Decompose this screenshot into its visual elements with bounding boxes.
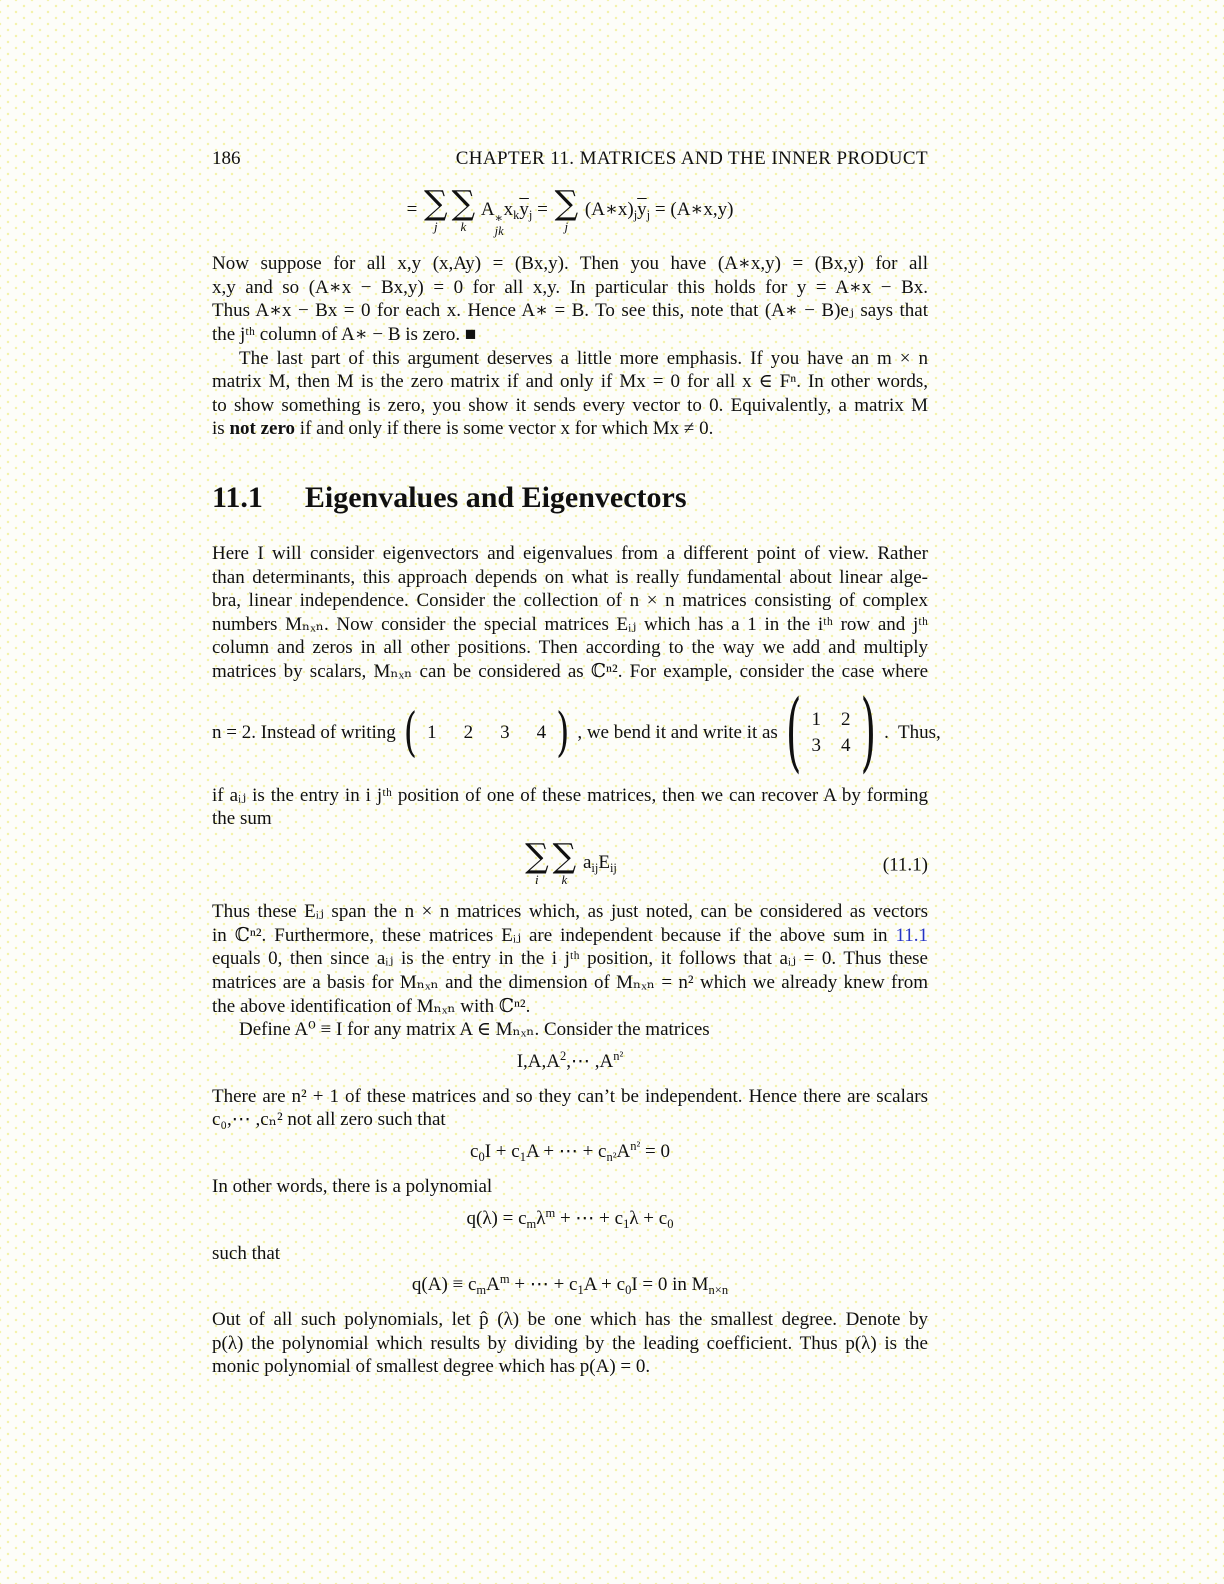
bold-text-run: not zero [229, 418, 296, 440]
sigma-icon: ∑ [525, 835, 549, 875]
equals-sign: = [406, 199, 418, 221]
text-run: if and only if there is some vector x for which Mx ≠ 0. [295, 418, 714, 440]
text-line: Thus these Eᵢⱼ span the n × n matrices which, as just noted, can be considered as vectors [212, 901, 928, 923]
text-line: numbers Mₙₓₙ. Now consider the special matrices Eᵢⱼ which has a 1 in the iᵗʰ row and jᵗʰ [212, 613, 928, 635]
text-line: matrix M, then M is the zero matrix if and only if Mx = 0 for all x ∈ Fⁿ. In other words, [212, 371, 928, 393]
subscript: ij [591, 860, 599, 875]
qed-square-icon: ■ [464, 324, 477, 346]
sum-operator [424, 183, 448, 235]
math-term: I = 0 in M [631, 1274, 709, 1296]
text-line: the sum [212, 808, 272, 830]
math-term: A [486, 1274, 500, 1296]
paragraph [212, 1085, 928, 1132]
sum-limit: k [460, 219, 467, 235]
matrix-cell: 3 [500, 722, 510, 744]
math-term: q(λ) = c [466, 1207, 527, 1229]
equals-sign: = [537, 199, 548, 221]
text-line: The last part of this argument deserves a little more emphasis. If you have an m × n [239, 347, 928, 369]
equation-ref-link[interactable]: 11.1 [895, 924, 928, 946]
equation-adjoint-sum [212, 178, 928, 252]
equation-number: (11.1) [882, 854, 928, 876]
text-line: Out of all such polynomials, let p̂ (λ) be one which has the smallest degree. Denote by [212, 1309, 928, 1331]
subscript: n×n [708, 1283, 729, 1298]
text-line: column and zeros in all other positions. Then according to the way we add and multiply [212, 637, 928, 659]
subscript: m [526, 1216, 537, 1231]
superscript: n² [630, 1138, 641, 1153]
text-line: Here I will consider eigenvectors and eigenvalues from a different point of view. Rather [212, 543, 928, 565]
text-line: Define A⁰ ≡ I for any matrix A ∈ Mₙₓₙ. Consider the matrices [239, 1019, 710, 1041]
subscript: jk [494, 224, 504, 239]
equals-sign: = [654, 199, 666, 221]
superscript: 2 [560, 1048, 567, 1063]
text-line: In other words, there is a polynomial [212, 1175, 493, 1197]
superscript: m [545, 1205, 556, 1220]
matrix-cell: 2 [840, 709, 851, 731]
superscript: n² [613, 1048, 624, 1063]
matrix-cell: 3 [811, 735, 821, 757]
equation-q-lambda [212, 1199, 928, 1242]
subscript: 1 [623, 1216, 630, 1231]
math-term: c [470, 1140, 479, 1162]
math-term: A + ⋯ + c [525, 1140, 607, 1162]
subscript: j [646, 208, 651, 223]
paragraph [212, 1242, 928, 1266]
paragraph [212, 1018, 928, 1042]
text-line: matrices are a basis for Mₙₓₙ and the dimension of Mₙₓₙ = n² which we already knew from [212, 971, 928, 993]
matrix-cell: 1 [811, 709, 821, 731]
subscript: 0 [478, 1149, 485, 1164]
paragraph [212, 1308, 928, 1379]
sigma-icon: ∑ [552, 835, 577, 875]
math-term: I + c [484, 1140, 520, 1162]
sum-limit: j [564, 219, 569, 235]
matrix-cell: 4 [840, 735, 851, 757]
paragraph [212, 252, 928, 346]
math-term: x [503, 199, 514, 221]
superscript: ∗ [494, 211, 504, 226]
text-line: equals 0, then since aᵢⱼ is the entry in the i jᵗʰ position, it follows that aᵢⱼ = 0. Thus these [212, 948, 928, 970]
math-term: = 0 [640, 1140, 670, 1162]
math-term: (A∗x) [584, 199, 634, 221]
subscript: m [476, 1283, 487, 1298]
paragraph [212, 784, 928, 831]
text-line: such that [212, 1242, 281, 1264]
inline-row-matrix [427, 723, 546, 742]
paragraph [212, 542, 928, 684]
sum-operator [554, 183, 579, 235]
superscript: m [499, 1272, 510, 1287]
section-number: 11.1 [212, 481, 263, 515]
math-term: A + c [583, 1274, 626, 1296]
text-line: to show something is zero, you show it sends every vector to 0. Equivalently, a matrix M [212, 394, 928, 416]
math-term: E [598, 851, 610, 873]
text-line: p(λ) the polynomial which results by dividing by the leading coefficient. Thus p(λ) is the [212, 1332, 928, 1354]
right-paren-icon: ) [556, 701, 570, 764]
math-term-overbar: $\overline{y}$ [519, 199, 529, 221]
sigma-icon: ∑ [424, 183, 448, 222]
text-line: bra, linear independence. Consider the collection of n × n matrices consisting of complex [212, 590, 928, 612]
sum-operator [552, 835, 577, 888]
text-line [212, 417, 928, 441]
math-term: + ⋯ + c [555, 1207, 624, 1229]
subscript: ij [609, 860, 617, 875]
sigma-icon: ∑ [451, 183, 476, 222]
text-run: , we bend it and write it as [577, 722, 778, 744]
matrix-cell: 1 [427, 722, 437, 744]
subscript: j [633, 208, 638, 223]
text-line: c₀,⋯ ,cₙ² not all zero such that [212, 1109, 446, 1131]
subscript: j [528, 208, 533, 223]
subscript: 0 [625, 1283, 632, 1298]
right-paren-icon: ) [860, 683, 877, 783]
inline-2x2-matrix [811, 710, 850, 755]
page-number: 186 [212, 148, 241, 169]
text-line: if aᵢⱼ is the entry in i jᵗʰ position of one of these matrices, then we can recover A by forming [212, 784, 928, 806]
text-line: Now suppose for all x,y (x,Ay) = (Bx,y). Then you have (A∗x,y) = (Bx,y) for all [212, 253, 928, 275]
page [212, 0, 941, 1379]
math-term: q(A) ≡ c [411, 1274, 477, 1296]
subscript: n² [606, 1149, 617, 1164]
math-term: A [616, 1140, 631, 1162]
sigma-icon: ∑ [554, 183, 579, 222]
equation-scalar-combination [212, 1132, 928, 1175]
paragraph [212, 900, 928, 1018]
math-term: (A∗x,y) [670, 199, 734, 221]
matrix-example-line [212, 683, 941, 783]
math-term: λ [536, 1207, 546, 1229]
text-run: n = 2. Instead of writing [212, 722, 396, 744]
text-line: Thus A∗x − Bx = 0 for each x. Hence A∗ = B. To see this, note that (A∗ − B)eⱼ says that [212, 300, 928, 322]
sum-limit: i [535, 872, 539, 888]
paragraph [212, 347, 928, 441]
math-term: I,A,A [516, 1050, 561, 1072]
matrix-cell: 2 [463, 722, 474, 744]
text-line [212, 924, 928, 948]
text-line: matrices by scalars, Mₙₓₙ can be considered as ℂⁿ². For example, consider the case where [212, 661, 928, 683]
section-heading [212, 481, 928, 515]
supsub-stack [495, 212, 504, 238]
equation-matrix-powers [212, 1042, 928, 1085]
page-header [212, 148, 928, 170]
text-run: in ℂⁿ². Furthermore, these matrices Eᵢⱼ are independent because if the above sum in [212, 924, 896, 946]
subscript: 0 [667, 1216, 674, 1231]
text-line: monic polynomial of smallest degree which has p(A) = 0. [212, 1356, 651, 1378]
math-term: a [582, 851, 592, 873]
text-run: the jᵗʰ column of A∗ − B is zero. [212, 324, 465, 346]
sum-operator [525, 835, 549, 888]
math-term-overbar: $\overline{y}$ [637, 199, 647, 221]
text-line [212, 323, 928, 347]
left-paren-icon: ( [403, 701, 418, 764]
text-line: than determinants, this approach depends on what is really fundamental about linear alge- [212, 566, 928, 588]
subscript: k [513, 208, 520, 223]
paragraph [212, 1175, 928, 1199]
text-line: the above identification of Mₙₓₙ with ℂⁿ². [212, 995, 531, 1017]
running-header: CHAPTER 11. MATRICES AND THE INNER PRODUCT [455, 148, 928, 169]
text-line: x,y and so (A∗x − Bx,y) = 0 for all x,y. In particular this holds for y = A∗x − Bx. [212, 276, 928, 298]
left-paren-icon: ( [785, 683, 802, 783]
math-term: λ + c [629, 1207, 668, 1229]
subscript: 1 [519, 1149, 526, 1164]
math-term: ,⋯ ,A [566, 1050, 614, 1072]
math-term: + ⋯ + c [509, 1274, 578, 1296]
sum-operator [451, 183, 476, 235]
text-line: There are n² + 1 of these matrices and so they can’t be independent. Hence there are scalars [212, 1085, 928, 1107]
text-run: is [212, 418, 230, 440]
subscript: 1 [577, 1283, 584, 1298]
section-title: Eigenvalues and Eigenvectors [304, 481, 687, 515]
sum-limit: j [434, 219, 438, 235]
matrix-cell: 4 [536, 722, 547, 744]
equation-11-1 [212, 831, 928, 900]
equation-q-of-A [212, 1265, 928, 1308]
math-term: A [480, 199, 495, 221]
text-run: . Thus, [884, 722, 941, 744]
sum-limit: k [561, 872, 568, 888]
